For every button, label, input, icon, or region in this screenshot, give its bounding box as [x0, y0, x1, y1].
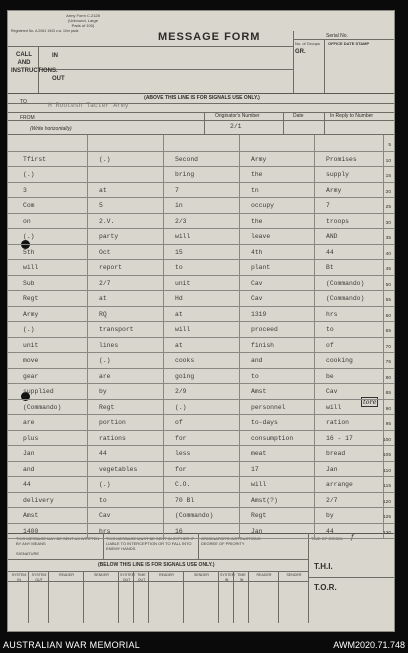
grid-cell: 17	[251, 465, 259, 473]
grid-cell: by	[326, 512, 334, 519]
grid-cell: at	[99, 295, 107, 302]
grid-cell: portion	[99, 419, 126, 426]
grid-cell: hrs	[326, 310, 338, 318]
grid-cell: cooks	[175, 357, 195, 364]
grid-cell: AND	[326, 233, 338, 240]
line-number: 60	[385, 313, 391, 319]
grid-cell: (.)	[99, 155, 111, 163]
grid-cell: lines	[99, 341, 119, 349]
grid-row-rule	[8, 275, 395, 276]
grid-cell: 44	[326, 527, 334, 535]
footer-col-divider	[278, 571, 279, 623]
grid-row-rule	[8, 383, 395, 384]
below-line-rule	[8, 559, 308, 560]
grid-cell: will	[175, 233, 191, 240]
sig-div-1	[103, 533, 104, 559]
grid-cell: at	[175, 310, 183, 318]
grid-cell: finish	[251, 341, 275, 349]
grid-cell: 1319	[251, 310, 267, 318]
line-number: 85	[385, 391, 391, 396]
grid-row-rule	[8, 523, 395, 524]
grid-cell: of	[326, 341, 334, 349]
grid-row-rule	[8, 321, 395, 322]
grid-cell: Hd	[175, 295, 183, 302]
footer-col-divider	[308, 571, 309, 623]
footer-col-header: SENDER	[286, 573, 302, 577]
grid-cell: Jan	[23, 450, 35, 457]
form-title: MESSAGE FORM	[158, 31, 261, 43]
grid-cell: 5th	[23, 248, 35, 256]
grid-cell: to-days	[251, 419, 278, 426]
office-date-stamp: OFFICE DATE STAMP	[328, 41, 370, 46]
grid-cell: Amst	[23, 512, 39, 519]
grid-row-rule	[8, 182, 395, 183]
grid-row-rule	[8, 399, 395, 400]
grid-cell: arrange	[326, 481, 353, 488]
grid-cell: (.)	[99, 481, 111, 488]
group-divider	[324, 39, 325, 93]
line-number: 40	[385, 251, 391, 257]
grid-row-rule	[8, 244, 395, 245]
grid-cell: 3	[23, 186, 27, 194]
grid-cell: at	[99, 186, 107, 194]
line-number: 55	[385, 298, 391, 303]
grid-cell: will	[251, 481, 267, 488]
line-number: 35	[385, 236, 391, 241]
in-out-rule	[38, 69, 293, 70]
grid-row-rule	[8, 228, 395, 229]
grid-cell: Cav	[326, 388, 338, 395]
grid-cell: 16	[175, 527, 183, 535]
grid-cell: to	[99, 496, 107, 504]
footer-head-rule	[8, 571, 308, 572]
grid-cell: to	[175, 264, 183, 271]
line-number: 10	[385, 158, 391, 164]
grid-cell: 5	[99, 202, 103, 209]
line-number: 20	[385, 189, 391, 195]
line-number: 25	[385, 205, 391, 210]
grid-row-rule	[8, 290, 395, 291]
grid-row-rule	[8, 197, 395, 198]
archive-credit: AUSTRALIAN WAR MEMORIAL	[3, 640, 141, 650]
grid-row-rule	[8, 492, 395, 493]
form-reference: Army Form C.2128 (Unbound, Large Pads of 100)	[66, 13, 100, 28]
grid-cell: RQ	[99, 310, 107, 318]
grid-cell: unit	[175, 279, 191, 287]
grid-cell: leave	[251, 233, 271, 240]
grid-cell: consumption	[251, 434, 294, 442]
grid-cell: for	[175, 465, 187, 473]
footer-col-divider	[133, 571, 134, 623]
grid-cell: the	[251, 171, 263, 178]
grid-cell: Regt	[99, 403, 115, 411]
write-horizontally: (Write horizontally)	[30, 126, 72, 132]
grid-cell: Oct	[99, 248, 111, 256]
grid-cell: (.)	[23, 326, 35, 333]
grid-cell: bread	[326, 450, 346, 457]
sig-div-2	[198, 533, 199, 559]
grid-cell: rations	[99, 434, 126, 442]
grid-cell: unit	[23, 341, 39, 349]
footer-col-divider	[183, 571, 184, 623]
sig-text-written: THIS MESSAGE MAY BE SENT AS WRITTEN BY ANY MEANS	[16, 536, 100, 546]
grid-cell: Regt	[23, 295, 39, 302]
grid-cell: plus	[23, 434, 39, 442]
grid-top-rule	[8, 134, 395, 135]
thi-rule	[308, 577, 395, 578]
footer-col-divider	[148, 571, 149, 623]
grid-cell: Regt	[251, 512, 267, 519]
grid-cell: are	[99, 372, 111, 380]
footer-col-header: TIME IN	[237, 573, 246, 582]
serial-rule	[293, 39, 395, 40]
grid-cell: tn	[251, 186, 259, 194]
grid-cell: 7	[175, 186, 179, 194]
line-number: 110	[383, 468, 391, 474]
handwritten-margin-note: tore	[363, 398, 377, 406]
footer-col-divider	[83, 571, 84, 623]
grid-row-rule	[8, 337, 395, 338]
in-label: IN	[52, 53, 58, 59]
line-number: 90	[385, 406, 391, 412]
grid-cell: Bt	[326, 264, 334, 271]
grid-row-rule	[8, 507, 395, 508]
grid-cell: Sub	[23, 279, 35, 287]
grid-cell: meat	[251, 450, 267, 457]
line-number: 75	[385, 360, 391, 365]
grid-cell: delivery	[23, 496, 54, 504]
originator-label: Originator's Number	[215, 113, 260, 119]
grid-cell: and	[251, 357, 263, 364]
grid-cell: 70 Bl	[175, 496, 195, 504]
footer-col-header: TIME OUT	[137, 573, 146, 582]
grid-row-rule	[8, 461, 395, 462]
grid-cell: 44	[99, 450, 107, 457]
grid-cell: (.)	[175, 403, 187, 411]
grid-cell: 1400	[23, 527, 39, 535]
archive-id: AWM2020.71.748	[333, 640, 405, 650]
line-number: 15	[385, 174, 391, 179]
from-divider	[204, 112, 205, 134]
grid-cell: Second	[175, 155, 199, 163]
grid-row-rule	[8, 430, 395, 431]
grid-cell: vegetables	[99, 465, 138, 473]
line-number: 30	[385, 220, 391, 226]
grid-cell: (Commando)	[326, 279, 365, 287]
grid-cell: plant	[251, 264, 271, 271]
line-number: 50	[385, 282, 391, 288]
grid-cell: C.O.	[175, 481, 191, 488]
grid-cell: will	[175, 326, 191, 333]
grid-cell: (Commando)	[23, 403, 62, 411]
time-of-origin-label: TIME OF ORIGIN	[311, 536, 343, 541]
line-number: 70	[385, 344, 391, 350]
grid-cell: bring	[175, 171, 195, 178]
grid-cell: Tfirst	[23, 155, 47, 163]
grid-cell: in	[175, 202, 183, 209]
grid-cell: Jan	[251, 527, 263, 535]
sig-text-cypher: THIS MESSAGE MUST BE SENT IN CYPHER IF LIABLE TO INTERCEPTION OR TO FALL INTO ENEMY HANDS.	[106, 536, 195, 551]
grid-cell: transport	[99, 326, 134, 333]
line-number: 95	[385, 422, 391, 427]
grid-cell: proceed	[251, 326, 278, 333]
serial-divider	[293, 31, 294, 93]
footer-col-divider	[233, 571, 234, 623]
grid-cell: Army	[23, 310, 39, 318]
grid-cell: going	[175, 372, 195, 380]
grid-row-rule	[8, 213, 395, 214]
grid-cell: Cav	[99, 512, 111, 519]
grid-cell: the	[251, 217, 263, 225]
line-number: 5	[388, 143, 391, 148]
grid-row-rule	[8, 445, 395, 446]
grid-cell: to	[326, 326, 334, 333]
grid-cell: 44	[326, 248, 334, 256]
grid-cell: will	[326, 403, 342, 411]
grid-row-rule	[8, 166, 395, 167]
footer-col-divider	[248, 571, 249, 623]
grid-cell: 16 - 17	[326, 434, 353, 442]
grid-cell: supplied	[23, 388, 54, 395]
grid-cell: (.)	[23, 171, 35, 178]
footer-sub-rule	[8, 581, 308, 582]
grid-cell: and	[23, 465, 35, 473]
grid-cell: of	[175, 419, 183, 426]
grid-row-rule	[8, 259, 395, 260]
registered-no: Registered No. A.2061 1943 c.w. 10m pads	[11, 29, 79, 33]
footer-col-header: READER	[256, 573, 272, 577]
grid-cell: Promises	[326, 155, 357, 163]
below-line-note: (BELOW THIS LINE IS FOR SIGNALS USE ONLY.)	[98, 562, 215, 568]
grid-cell: 2/3	[175, 217, 187, 225]
line-number: 125	[382, 515, 391, 520]
message-form	[7, 10, 395, 632]
grid-cell: are	[23, 419, 35, 426]
footer-col-divider	[218, 571, 219, 623]
footer-col-divider	[48, 571, 49, 623]
grid-cell: hrs	[99, 527, 111, 535]
grid-cell: by	[99, 388, 107, 395]
tor-label: T.O.R.	[314, 583, 337, 592]
from-rule	[8, 120, 395, 121]
grid-cell: Amst(?)	[251, 496, 278, 504]
grid-cell: move	[23, 357, 39, 364]
reply-label: In Reply to Number	[330, 113, 374, 119]
grid-cell: on	[23, 217, 31, 225]
grid-cell: Jan	[326, 465, 338, 473]
sig-text-priority: ORIGINATOR'S INSTRUCTIONS DEGREE OF PRIORITY	[201, 536, 261, 546]
title-rule	[8, 46, 293, 47]
line-number: 115	[383, 484, 391, 489]
grid-cell: Amst	[251, 388, 267, 395]
grid-cell: Army	[251, 155, 267, 163]
serial-label: Serial No.	[326, 33, 348, 39]
line-number: 80	[385, 375, 391, 381]
grid-cell: personnel	[251, 403, 286, 411]
grid-row-rule	[8, 476, 395, 477]
to-label: TO	[20, 99, 27, 105]
grid-cell: 2.V.	[99, 217, 115, 225]
footer-col-header: SYSTEM IN	[220, 573, 235, 582]
footer-col-divider	[118, 571, 119, 623]
line-number: 120	[382, 499, 391, 505]
to-value: H Rootesh Tacter Army	[48, 102, 129, 109]
grid-cell: 2/7	[99, 279, 111, 287]
grid-row-rule	[8, 151, 395, 152]
grid-row-rule	[8, 414, 395, 415]
grid-cell: 4th	[251, 248, 263, 256]
footer-col-header: SYSTEM OUT	[31, 573, 47, 582]
grid-cell: occupy	[251, 202, 275, 209]
line-number: 105	[382, 453, 391, 458]
time-of-origin-value: f	[351, 533, 354, 541]
footer-col-header: READER	[159, 573, 174, 577]
call-instructions-label: CALL AND INSTRUCTIONS.	[11, 52, 58, 74]
groups-label: No. of Groups	[295, 41, 320, 46]
grid-cell: Cav	[251, 279, 263, 287]
grid-cell: cooking	[326, 357, 353, 364]
grid-cell: Army	[326, 186, 342, 194]
grid-cell: supply	[326, 171, 350, 178]
grid-cell: for	[175, 434, 187, 442]
reply-divider	[324, 112, 325, 134]
grid-cell: less	[175, 450, 191, 457]
grid-cell: 2/9	[175, 388, 187, 395]
line-number: 45	[385, 267, 391, 272]
grid-row-rule	[8, 368, 395, 369]
header-bottom-rule	[8, 93, 395, 94]
above-line-note: (ABOVE THIS LINE IS FOR SIGNALS USE ONLY.)	[144, 95, 260, 101]
grid-cell: report	[99, 264, 123, 271]
grid-cell: (Commando)	[175, 512, 214, 519]
grid-cell: will	[23, 264, 39, 271]
footer-col-header: SYSTEM OUT	[120, 573, 135, 582]
grid-row-rule	[8, 538, 395, 539]
grid-cell: (.)	[23, 233, 35, 240]
grid-cell: (.)	[99, 357, 111, 364]
grid-cell: party	[99, 233, 119, 240]
line-number: 65	[385, 329, 391, 334]
grid-cell: 2/7	[326, 496, 338, 504]
out-label: OUT	[52, 76, 65, 82]
grid-cell: at	[175, 341, 183, 349]
grid-row-rule	[8, 306, 395, 307]
grid-cell: ration	[326, 419, 350, 426]
groups-gr: GR.	[295, 49, 306, 55]
grid-cell: be	[326, 372, 334, 380]
date-label: Date	[293, 113, 304, 119]
grid-cell: (Commando)	[326, 295, 365, 302]
footer-col-header: SENDER	[194, 573, 209, 577]
footer-col-header: SENDER	[94, 573, 109, 577]
grid-row-rule	[8, 352, 395, 353]
grid-cell: to	[251, 372, 259, 380]
footer-col-divider	[28, 571, 29, 623]
line-number: 100	[382, 437, 391, 443]
originator-value: 2/1	[230, 123, 242, 130]
line-number: 130	[382, 530, 391, 536]
signature-label: SIGNATURE	[16, 551, 40, 556]
grid-cell: Cav	[251, 295, 263, 302]
grid-cell: troops	[326, 217, 350, 225]
date-divider	[283, 112, 284, 134]
thi-label: T.H.I.	[314, 562, 333, 571]
from-label: FROM	[20, 115, 35, 121]
grid-cell: Com	[23, 202, 35, 209]
grid-cell: 7	[326, 202, 330, 209]
grid-cell: gear	[23, 372, 39, 380]
footer-col-header: SYSTEM IN	[11, 573, 27, 582]
footer-col-header: READER	[59, 573, 74, 577]
grid-cell: 44	[23, 481, 31, 488]
grid-cell: 15	[175, 248, 183, 256]
